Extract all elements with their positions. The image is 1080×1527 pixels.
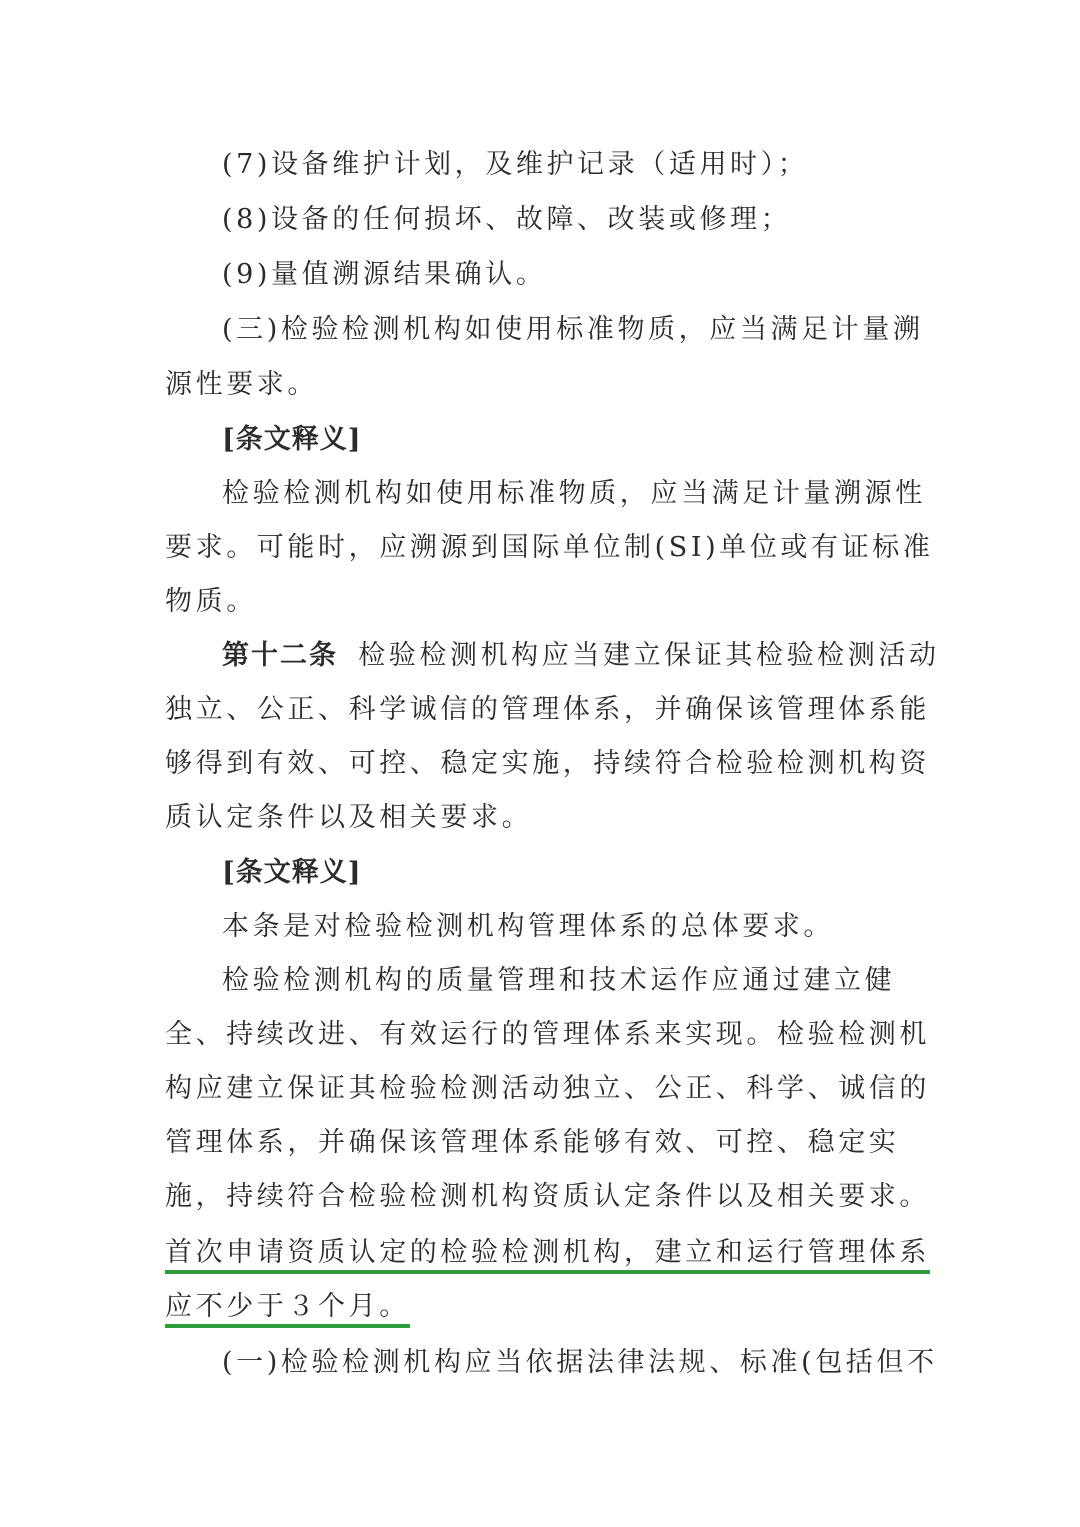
interpretation-line-1: 检验检测机构如使用标准物质，应当满足计量溯源性 [222, 478, 926, 509]
highlight-underline-2: 应不少于３个月。 [165, 1291, 410, 1328]
list-item-7: (7)设备维护计划，及维护记录（适用时）； [222, 149, 809, 180]
interpretation-2-line-3: 全、持续改进、有效运行的管理体系来实现。检验检测机 [165, 1019, 930, 1050]
interpretation-2-line-5: 管理体系，并确保该管理体系能够有效、可控、稳定实 [165, 1127, 900, 1158]
article-12-line-4: 质认定条件以及相关要求。 [165, 802, 533, 833]
article-12-line-3: 够得到有效、可控、稳定实施，持续符合检验检测机构资 [165, 748, 930, 779]
interpretation-2-line-2: 检验检测机构的质量管理和技术运作应通过建立健 [222, 965, 896, 996]
interpretation-heading: [条文释义] [222, 857, 362, 888]
interpretation-line-3: 物质。 [165, 586, 257, 617]
interpretation-2-line-4: 构应建立保证其检验检测活动独立、公正、科学、诚信的 [165, 1073, 930, 1104]
article-12-heading: 第十二条 [222, 640, 338, 671]
list-item-8: (8)设备的任何损坏、故障、改装或修理； [222, 204, 792, 235]
section-3-line-2: 源性要求。 [165, 369, 318, 400]
interpretation-line-2: 要求。可能时，应溯源到国际单位制(SI)单位或有证标准 [165, 532, 934, 563]
interpretation-heading: [条文释义] [222, 424, 362, 455]
section-3-line-1: (三)检验检测机构如使用标准物质，应当满足计量溯 [222, 314, 924, 345]
interpretation-2-line-6: 施，持续符合检验检测机构资质认定条件以及相关要求。 [165, 1181, 930, 1212]
section-1-line-1: (一)检验检测机构应当依据法律法规、标准(包括但不 [222, 1347, 938, 1378]
article-12-text: 检验检测机构应当建立保证其检验检测活动 [358, 640, 940, 671]
interpretation-2-line-1: 本条是对检验检测机构管理体系的总体要求。 [222, 911, 834, 942]
list-item-9: (9)量值溯源结果确认。 [222, 259, 547, 290]
article-12-first-line [222, 636, 940, 676]
highlighted-line-1 [165, 1233, 930, 1273]
highlighted-line-2 [165, 1287, 410, 1327]
highlight-underline-1: 首次申请资质认定的检验检测机构，建立和运行管理体系 [165, 1237, 930, 1274]
article-12-line-2: 独立、公正、科学诚信的管理体系，并确保该管理体系能 [165, 694, 930, 725]
